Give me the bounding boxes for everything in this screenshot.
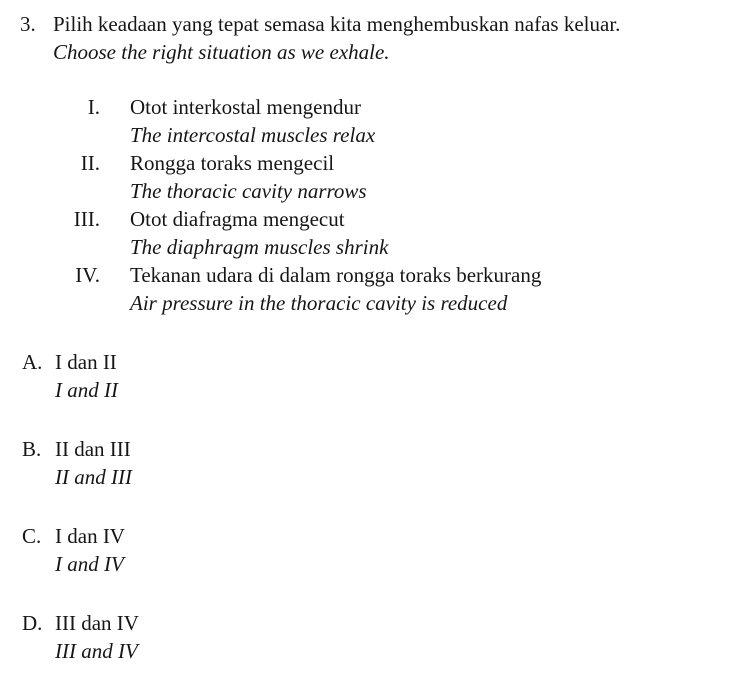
statement-numeral: II.: [80, 151, 100, 175]
statement-item-3: [0, 205, 730, 261]
statement-numeral: III.: [73, 207, 100, 231]
option-letter: C.: [22, 524, 42, 548]
option-letter: A.: [22, 350, 43, 374]
statement-text-english: The diaphragm muscles shrink: [130, 235, 389, 259]
option-d: [22, 609, 730, 665]
option-letter: D.: [22, 611, 43, 635]
statement-text-malay: Otot interkostal mengendur: [130, 95, 361, 119]
option-text-english: II and III: [55, 465, 132, 489]
option-text-english: I and II: [55, 378, 118, 402]
option-text-english: III and IV: [55, 639, 138, 663]
question-number: 3.: [20, 12, 36, 36]
option-text: [55, 348, 118, 404]
statement-text: [130, 205, 388, 261]
question-text-english: Choose the right situation as we exhale.: [53, 40, 390, 64]
option-text-english: I and IV: [55, 552, 124, 576]
statement-numeral: IV.: [75, 263, 100, 287]
option-text-malay: I dan II: [55, 350, 117, 374]
statement-numeral: I.: [87, 95, 100, 119]
option-a: [22, 348, 730, 404]
statement-text-malay: Tekanan udara di dalam rongga toraks berkurang: [130, 263, 542, 287]
question-text: [53, 10, 730, 66]
statement-item-4: [0, 261, 730, 317]
question-text-malay: Pilih keadaan yang tepat semasa kita menghembuskan nafas keluar.: [53, 12, 621, 36]
statements-list: [0, 93, 730, 317]
option-letter: B.: [22, 437, 42, 461]
options-list: [0, 348, 730, 665]
question-block: [0, 0, 730, 66]
statement-item-1: [0, 93, 730, 149]
statement-text: [130, 261, 541, 317]
statement-text-english: The intercostal muscles relax: [130, 123, 376, 147]
statement-item-2: [0, 149, 730, 205]
option-text-malay: II dan III: [55, 437, 131, 461]
option-text: [55, 435, 132, 491]
option-b: [22, 435, 730, 491]
statement-text: [130, 149, 367, 205]
option-c: [22, 522, 730, 578]
option-text: [55, 522, 125, 578]
statement-text-english: The thoracic cavity narrows: [130, 179, 367, 203]
option-text: [55, 609, 139, 665]
statement-text-malay: Otot diafragma mengecut: [130, 207, 345, 231]
option-text-malay: III dan IV: [55, 611, 139, 635]
option-text-malay: I dan IV: [55, 524, 125, 548]
statement-text-english: Air pressure in the thoracic cavity is reduced: [130, 291, 508, 315]
statement-text-malay: Rongga toraks mengecil: [130, 151, 335, 175]
statement-text: [130, 93, 375, 149]
